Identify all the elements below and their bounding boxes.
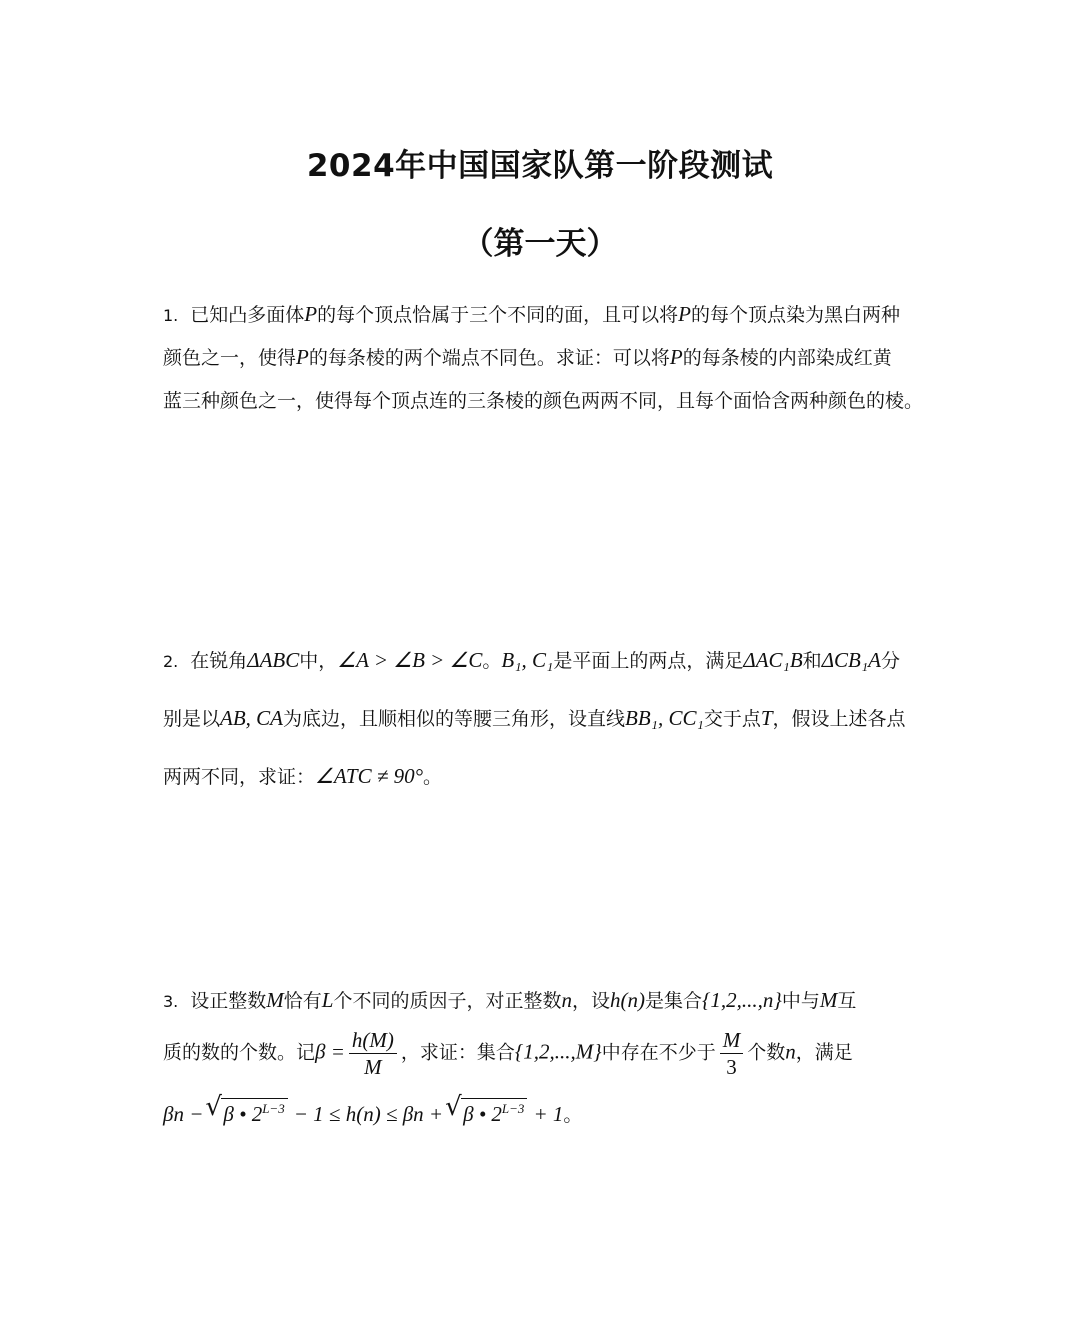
- problem-number: 2.: [163, 652, 179, 671]
- problem-3-line-1: 3. 设正整数M恰有L个不同的质因子，对正整数n，设h(n)是集合{1,2,...,n}中与M互: [163, 988, 857, 1012]
- sqrt-term-1: √ β • $2^{L-3}$: [205, 1098, 287, 1127]
- problem-1-line-3: 蓝三种颜色之一，使得每个顶点连的三条棱的颜色两两不同，且每个面恰含两种颜色的棱。: [163, 390, 924, 412]
- problem-3-inequality: βn − √ β • $2^{L-3} - 1 \le h(n) \le \beta n$ + √ β • $2^{L-3} + 1$。: [163, 1092, 583, 1126]
- fraction-hM-over-M: $\frac{h(M)}{M}$: [349, 1028, 397, 1079]
- radical-sign-icon: √: [445, 1092, 462, 1122]
- radical-sign-icon: √: [205, 1092, 222, 1122]
- fraction-M-over-3: $\frac{M}{3}$: [720, 1028, 744, 1079]
- problem-2-line-3: 两两不同，求证：∠ATC ≠ 90°。: [163, 764, 443, 788]
- problem-1-line-1: 1. 已知凸多面体P的每个顶点恰属于三个不同的面，且可以将P的每个顶点染为黑白两种: [163, 302, 900, 326]
- problem-3-line-2: 质的数的个数。记β = $\frac{h(M)}{M}$ ，求证：集合{1,2,...,M}中存在不少于 $\frac{M}{3}$ 个数n，满足: [163, 1028, 853, 1079]
- problem-number: 1.: [163, 306, 179, 325]
- problem-number: 3.: [163, 992, 179, 1011]
- sqrt-term-2: √ β • $2^{L-3}$: [445, 1098, 527, 1127]
- problem-1-line-2: 颜色之一，使得P的每条棱的两个端点不同色。求证：可以将P的每条棱的内部染成红黄: [163, 345, 892, 369]
- problem-2-line-2: 别是以AB, CA为底边，且顺相似的等腰三角形，设直线BB₁, CC₁交于点T，假设上述各点: [163, 706, 906, 730]
- problem-2-line-1: 2. 在锐角ΔABC中，∠A > ∠B > ∠C。B₁, C₁是平面上的两点，满足ΔAC₁B和ΔCB₁A分: [163, 648, 900, 672]
- document-subtitle: （第一天）: [462, 226, 618, 262]
- document-title: 2024年中国国家队第一阶段测试: [306, 148, 774, 184]
